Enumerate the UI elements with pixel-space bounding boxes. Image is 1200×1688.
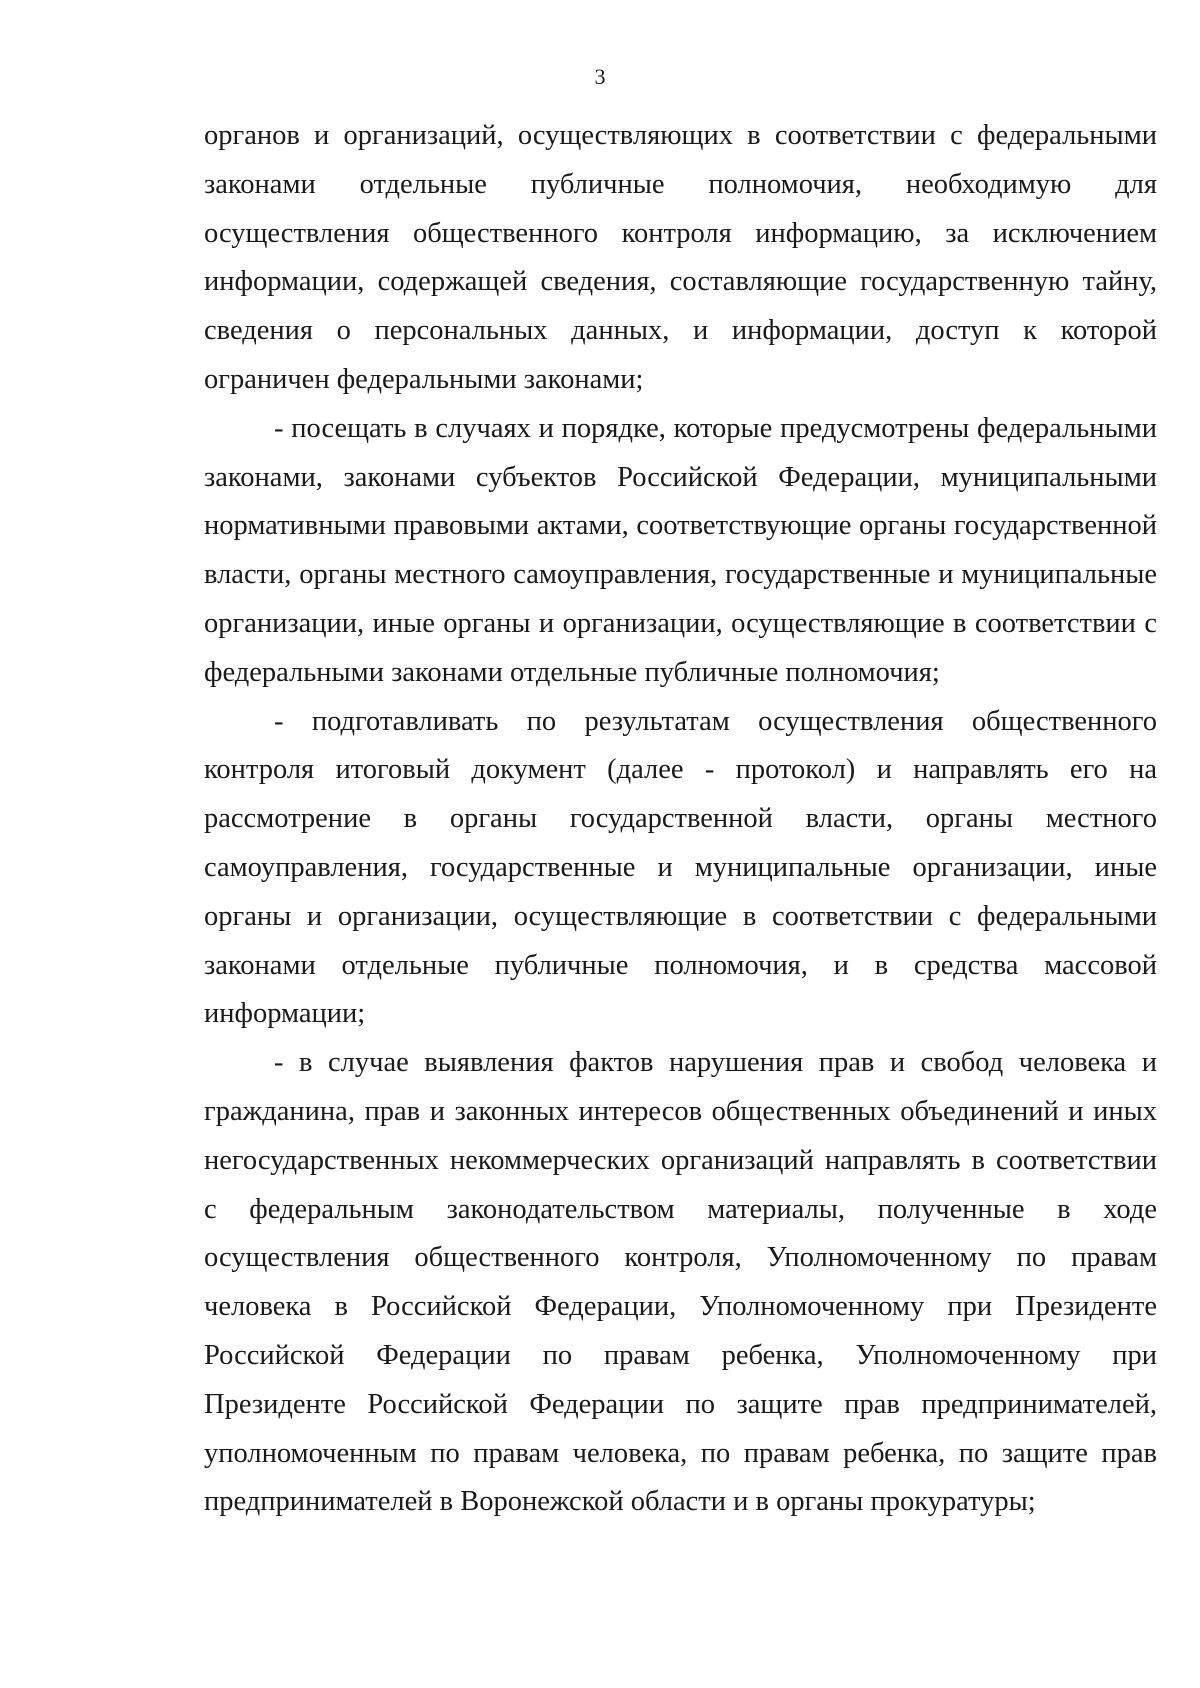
page-number: 3: [594, 64, 606, 89]
document-body: [204, 112, 1157, 1527]
paragraph-violations-referral: - в случае выявления фактов нарушения прав и свобод человека и гражданина, прав и законных интересов общественных объединений и иных негосударственных некоммерческих организаций направлять в соответствии с федеральным законодательством материалы, полученные в ходе осуществления общественного контроля, Уполномоченному по правам человека в Российской Федерации, Уполномоченному при Президенте Российской Федерации по правам ребенка, Уполномоченному при Президенте Российской Федерации по защите прав предпринимателей, уполномоченным по правам человека, по правам ребенка, по защите прав предпринимателей в Воронежской области и в органы прокуратуры;: [204, 1047, 1157, 1518]
paragraph-information-access: органов и организаций, осуществляющих в соответствии с федеральными законами отдельные публичные полномочия, необходимую для осуществления общественного контроля информацию, за исключением информации, содержащей сведения, составляющие государственную тайну, сведения о персональных данных, и информации, доступ к которой ограничен федеральными законами;: [204, 120, 1157, 395]
paragraph-prepare-protocol: - подготавливать по результатам осуществления общественного контроля итоговый документ (далее - протокол) и направлять его на рассмотрение в органы государственной власти, органы местного самоуправления, государственные и муниципальные организации, иные органы и организации, осуществляющие в соответствии с федеральными законами отдельные публичные полномочия, и в средства массовой информации;: [204, 705, 1157, 1030]
paragraph-visit-bodies: - посещать в случаях и порядке, которые предусмотрены федеральными законами, законами субъектов Российской Федерации, муниципальными нормативными правовыми актами, соответствующие органы государственной власти, органы местного самоуправления, государственные и муниципальные организации, иные органы и организации, осуществляющие в соответствии с федеральными законами отдельные публичные полномочия;: [204, 412, 1157, 688]
